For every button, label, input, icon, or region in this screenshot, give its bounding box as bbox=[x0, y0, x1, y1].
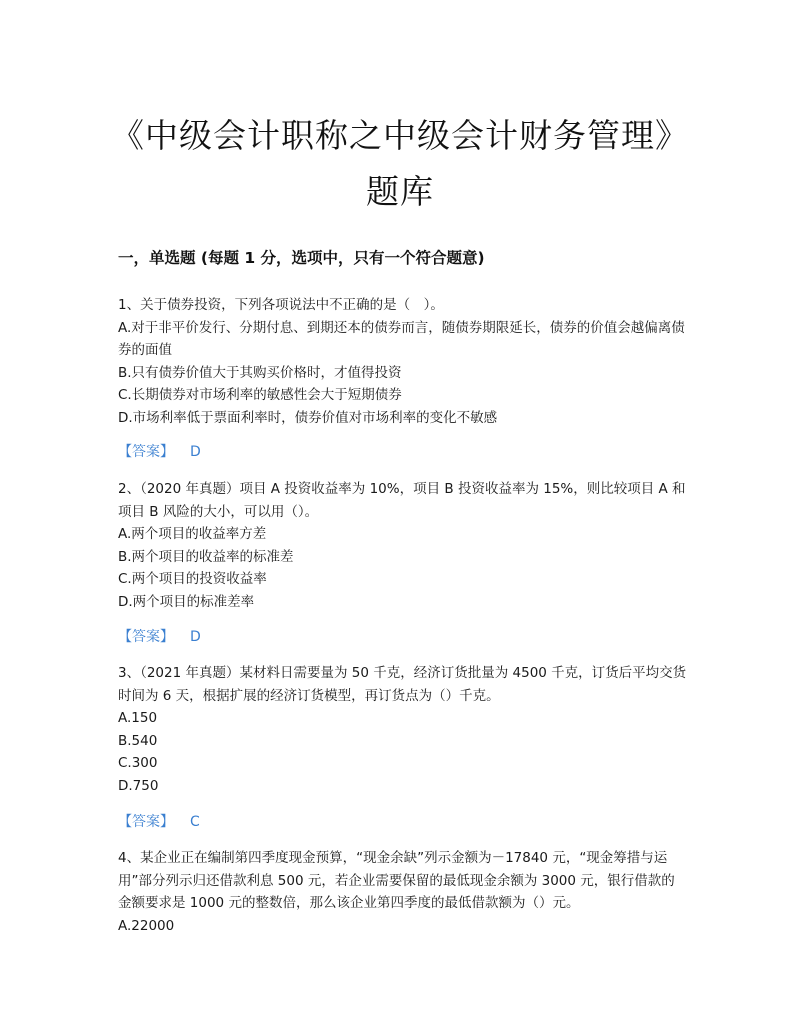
answer-1 bbox=[118, 441, 201, 463]
option-d: D.市场利率低于票面利率时，债券价值对市场利率的变化不敏感 bbox=[118, 409, 498, 426]
answer-value: D bbox=[190, 629, 201, 645]
answer-label: 【答案】 bbox=[118, 444, 174, 460]
option-b: B.只有债券价值大于其购买价格时，才值得投资 bbox=[118, 364, 402, 381]
option-c: C.长期债券对市场利率的敏感性会大于短期债券 bbox=[118, 387, 402, 403]
question-3 bbox=[118, 662, 688, 797]
question-4 bbox=[118, 847, 688, 937]
option-a: A.两个项目的收益率方差 bbox=[118, 526, 267, 542]
option-d: D.两个项目的标准差率 bbox=[118, 593, 255, 610]
option-a: A.22000 bbox=[118, 917, 175, 934]
option-b: B.540 bbox=[118, 732, 158, 749]
answer-value: D bbox=[190, 444, 201, 460]
answer-label: 【答案】 bbox=[118, 814, 174, 830]
question-stem: 1、关于债券投资，下列各项说法中不正确的是（ ）。 bbox=[118, 297, 444, 313]
answer-label: 【答案】 bbox=[118, 629, 174, 645]
answer-3 bbox=[118, 811, 200, 833]
option-a: A.150 bbox=[118, 710, 158, 726]
question-2 bbox=[118, 478, 688, 613]
option-b: B.两个项目的收益率的标准差 bbox=[118, 548, 294, 565]
option-a: A.对于非平价发行、分期付息、到期还本的债券而言，随债券期限延长，债券的价值会越偏离债券的面值 bbox=[118, 319, 685, 358]
answer-2 bbox=[118, 626, 201, 648]
question-stem: 3、（2021 年真题）某材料日需要量为 50 千克，经济订货批量为 4500 千克，订货后平均交货时间为 6 天，根据扩展的经济订货模型，再订货点为（）千克。 bbox=[118, 665, 687, 704]
question-1 bbox=[118, 294, 688, 429]
answer-value: C bbox=[190, 814, 200, 830]
section-heading: 一，单选题 (每题 1 分，选项中，只有一个符合题意) bbox=[118, 249, 485, 267]
document-title: 《中级会计职称之中级会计财务管理》题库 bbox=[111, 116, 689, 211]
option-c: C.两个项目的投资收益率 bbox=[118, 571, 267, 587]
option-c: C.300 bbox=[118, 755, 158, 771]
question-stem: 4、某企业正在编制第四季度现金预算，“现金余缺”列示金额为－17840 元，“现金筹措与运用”部分列示归还借款利息 500 元，若企业需要保留的最低现金余额为 3000 元，银行借款的金额要求是 1000 元的整数倍，那么该企业第四季度的最低借款额为（）元。 bbox=[118, 850, 675, 911]
question-stem: 2、（2020 年真题）项目 A 投资收益率为 10%，项目 B 投资收益率为 15%，则比较项目 A 和项目 B 风险的大小，可以用（）。 bbox=[118, 481, 686, 520]
option-d: D.750 bbox=[118, 777, 159, 794]
